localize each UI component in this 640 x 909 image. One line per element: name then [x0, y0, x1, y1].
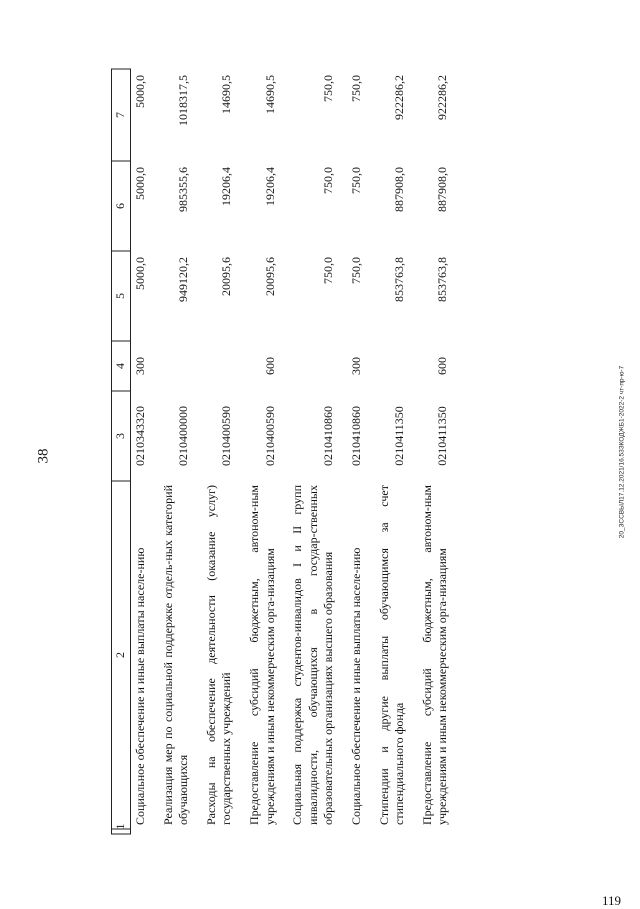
row-value-6: 750,0 [321, 167, 336, 194]
document-stamp: 20_ЗССВЫЛ17.12.2021/16.53ЗКОДЖБ1-2022-2 чт-пр-ю-7 [618, 365, 626, 539]
header-col-3: 3 [112, 391, 131, 481]
row-name: Предоставление субсидий бюджетным, автоном-ным учреждениям и иным некоммерческим орга-низациям [246, 485, 277, 825]
row-value-7: 5000,0 [133, 75, 147, 108]
row-value-5: 750,0 [321, 257, 336, 284]
row-type: 600 [435, 357, 450, 375]
table-header-row [112, 69, 131, 834]
row-type [367, 341, 410, 391]
row-value-6: 985355,6 [176, 167, 191, 212]
row-code: 0210400590 [219, 406, 234, 466]
header-col-4: 4 [112, 341, 131, 391]
row-name: Стипендии и другие выплаты обучающимся за счет стипендиального фонда [376, 485, 407, 825]
row-code: 0210343320 [133, 406, 147, 466]
row-type [151, 341, 194, 391]
table-row [367, 69, 410, 834]
row-value-5: 20095,6 [262, 257, 277, 296]
table-row [339, 69, 367, 834]
row-name: Реализация мер по социальной поддержке отдель-ных категорий обучающихся [160, 485, 191, 825]
row-code: 0210410860 [348, 406, 363, 466]
row-value-5: 750,0 [348, 257, 363, 284]
row-value-7: 750,0 [321, 75, 336, 102]
row-code: 0210400590 [262, 406, 277, 466]
row-type: 300 [348, 357, 363, 375]
table-row [131, 69, 151, 834]
row-value-5: 853763,8 [435, 257, 450, 302]
header-col-7: 7 [112, 69, 131, 161]
budget-table [111, 69, 455, 835]
row-value-7: 922286,2 [435, 75, 450, 120]
row-type [280, 341, 339, 391]
header-col-5: 5 [112, 251, 131, 341]
row-code: 0210400000 [176, 406, 191, 466]
row-value-6: 19206,4 [262, 167, 277, 206]
row-code: 0210411350 [435, 406, 450, 466]
row-code: 0210411350 [392, 406, 407, 466]
table-row [194, 69, 237, 834]
header-col-6: 6 [112, 161, 131, 251]
row-type: 300 [133, 357, 147, 375]
row-value-5: 20095,6 [219, 257, 234, 296]
header-col-2: 2 [112, 481, 131, 829]
row-value-5: 5000,0 [133, 257, 147, 290]
row-value-6: 19206,4 [219, 167, 234, 206]
table-row [151, 69, 194, 834]
row-value-7: 922286,2 [392, 75, 407, 120]
table-row [280, 69, 339, 834]
row-type [194, 341, 237, 391]
table-row [237, 69, 280, 834]
row-code: 0210410860 [321, 406, 336, 466]
row-value-6: 887908,0 [392, 167, 407, 212]
row-name: Социальная поддержка студентов-инвалидов I и II групп инвалидности, обучающихся в государ-ственных образовательных организациях высшего образования [290, 485, 336, 825]
row-value-7: 1018317,5 [176, 75, 191, 126]
rotated-table-container [111, 70, 581, 835]
row-name: Социальное обеспечение и иные выплаты населе-нию [133, 547, 147, 825]
row-name: Социальное обеспечение и иные выплаты населе-нию [348, 547, 363, 825]
footer-page-number: 119 [602, 893, 622, 908]
page-number: 38 [35, 448, 52, 464]
row-value-7: 14690,5 [262, 75, 277, 114]
row-value-6: 887908,0 [435, 167, 450, 212]
row-value-7: 750,0 [348, 75, 363, 102]
row-value-7: 14690,5 [219, 75, 234, 114]
header-col-1: 1 [112, 829, 131, 834]
row-value-5: 949120,2 [176, 257, 191, 302]
row-name: Предоставление субсидий бюджетным, автоном-ным учреждениям и иным некоммерческим орга-низациям [419, 485, 450, 825]
row-name: Расходы на обеспечение деятельности (оказание услуг) государственных учреждений [203, 485, 234, 825]
row-value-6: 5000,0 [133, 167, 147, 200]
row-type: 600 [262, 357, 277, 375]
table-row [410, 69, 455, 834]
row-value-5: 853763,8 [392, 257, 407, 302]
row-value-6: 750,0 [348, 167, 363, 194]
